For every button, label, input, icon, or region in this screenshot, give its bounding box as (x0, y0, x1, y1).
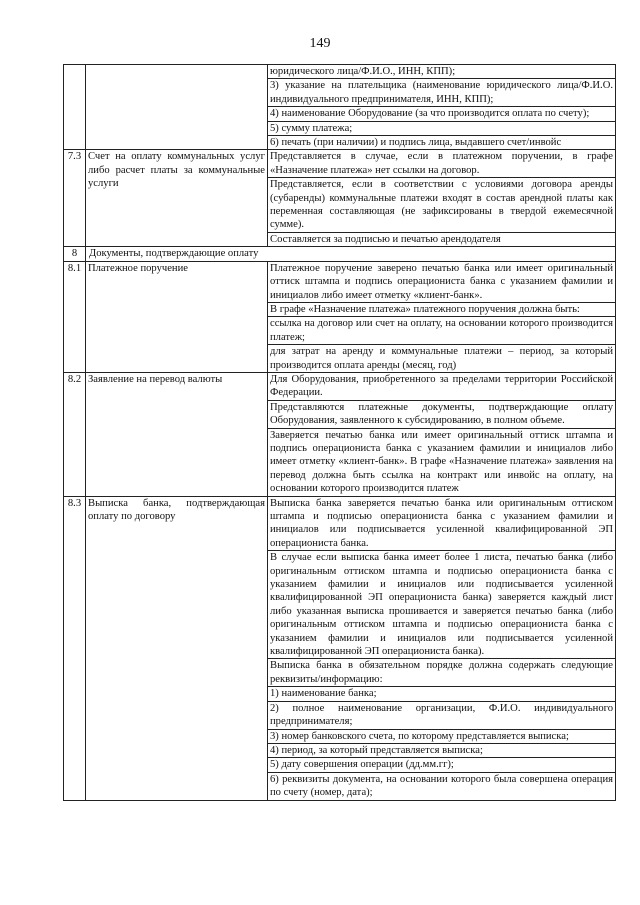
table-row (64, 372, 616, 496)
requirements-cell (268, 150, 616, 247)
requirement-line: Составляется за подписью и печатью арендодателя (268, 232, 615, 246)
row-number: 8.3 (64, 496, 86, 800)
section-title: Документы, подтверждающие оплату (86, 247, 616, 261)
requirements-cell (268, 261, 616, 372)
document-name: Счет на оплату коммунальных услуг либо расчет платы за коммунальные услуги (86, 150, 268, 247)
row-number: 8.1 (64, 261, 86, 372)
document-name: Заявление на перевод валюты (86, 372, 268, 496)
document-name: Выписка банка, подтверждающая оплату по договору (86, 496, 268, 800)
requirement-line: 6) печать (при наличии) и подпись лица, выдавшего счет/инвойс (268, 135, 615, 149)
requirement-line: Выписка банка в обязательном порядке должна содержать следующие реквизиты/информацию: (270, 660, 613, 685)
requirements-cell (268, 65, 616, 150)
document-name: Платежное поручение (86, 261, 268, 372)
document-name (86, 65, 268, 150)
requirements-table (63, 64, 616, 801)
row-number: 7.3 (64, 150, 86, 247)
requirement-line: 5) дату совершения операции (дд.мм.гг); (268, 757, 615, 771)
requirement-line: ссылка на договор или счет на оплату, на основании которого производится платеж; (270, 318, 613, 343)
requirement-line: 2) полное наименование организации, Ф.И.О. индивидуального предпринимателя; (270, 702, 613, 728)
requirement-line: В графе «Назначение платежа» платежного поручения должна быть: (268, 302, 615, 316)
page-number: 149 (309, 36, 331, 51)
requirement-line: Представляется, если в соответствии с условиями договора аренды (субаренды) коммунальные платежи входят в состав арендной платы как переменная составляющая (не зафиксированы в твердой ежемесячной сумме). (270, 179, 613, 231)
section-number: 8 (64, 247, 86, 261)
table-row (64, 150, 616, 247)
requirement-line: 5) сумму платежа; (268, 121, 615, 135)
table-row (64, 496, 616, 800)
requirements-cell (268, 496, 616, 800)
row-number (64, 65, 86, 150)
requirement-line: для затрат на аренду и коммунальные платежи – период, за который производится оплата аренды (месяц, год) (270, 346, 613, 371)
section-header-row (64, 247, 616, 261)
requirement-line: 4) наименование Оборудование (за что производится оплата по счету); (268, 106, 615, 120)
requirement-line: 3) указание на плательщика (наименование юридического лица/Ф.И.О. индивидуального предпринимателя, ИНН, КПП); (270, 80, 613, 105)
requirement-line: юридического лица/Ф.И.О., ИНН, КПП); (270, 66, 456, 77)
requirement-line: Заверяется печатью банка или имеет оригинальный оттиск штампа и подпись операциониста банка с указанием фамилии и инициалов либо имеет отметку «клиент-банк». В графе «Назначение платежа» заявления на перевод должна быть ссылка на контракт или инвойс на оплату, на основании которого производится платеж (270, 429, 613, 495)
requirement-line: 1) наименование банка; (268, 686, 615, 700)
requirement-line: Выписка банка заверяется печатью банка или оригинальным оттиском штампа и подписью операциониста банка с указанием фамилии и инициалов или подписывается усиленной квалифицированной ЭП операциониста банка. (270, 497, 613, 549)
table-row (64, 261, 616, 372)
row-number: 8.2 (64, 372, 86, 496)
requirement-line: В случае если выписка банка имеет более 1 листа, печатью банка (либо оригинальным оттиском штампа и подписью операциониста банка с указанием фамилии и инициалов или подписывается усиленной квалифицированной ЭП операциониста банка) заверяется каждый лист либо указанная выписка прошивается и заверяется печатью банка (либо оригинальным оттиском штампа и подписью операциониста банка с указанием фамилии и инициалов или подписывается усиленной квалифицированной ЭП операциониста банка). (270, 552, 613, 658)
table-row (64, 65, 616, 150)
requirement-line: 3) номер банковского счета, по которому представляется выписка; (268, 729, 615, 743)
requirement-line: Представляется в случае, если в платежном поручении, в графе «Назначение платежа» нет ссылки на договор. (270, 151, 613, 176)
requirements-cell (268, 372, 616, 496)
requirement-line: Для Оборудования, приобретенного за пределами территории Российской Федерации. (270, 373, 613, 399)
requirement-line: Представляются платежные документы, подтверждающие оплату Оборудования, заявленного к субсидированию, в полном объеме. (270, 401, 613, 427)
requirement-line: 6) реквизиты документа, на основании которого была совершена операция по счету (номер, дата); (270, 773, 613, 799)
requirement-line: Платежное поручение заверено печатью банка или имеет оригинальный оттиск штампа и подпись операциониста банка с указанием фамилии и инициалов либо имеет отметку «клиент-банк». (270, 262, 613, 301)
requirement-line: 4) период, за который представляется выписка; (268, 743, 615, 757)
